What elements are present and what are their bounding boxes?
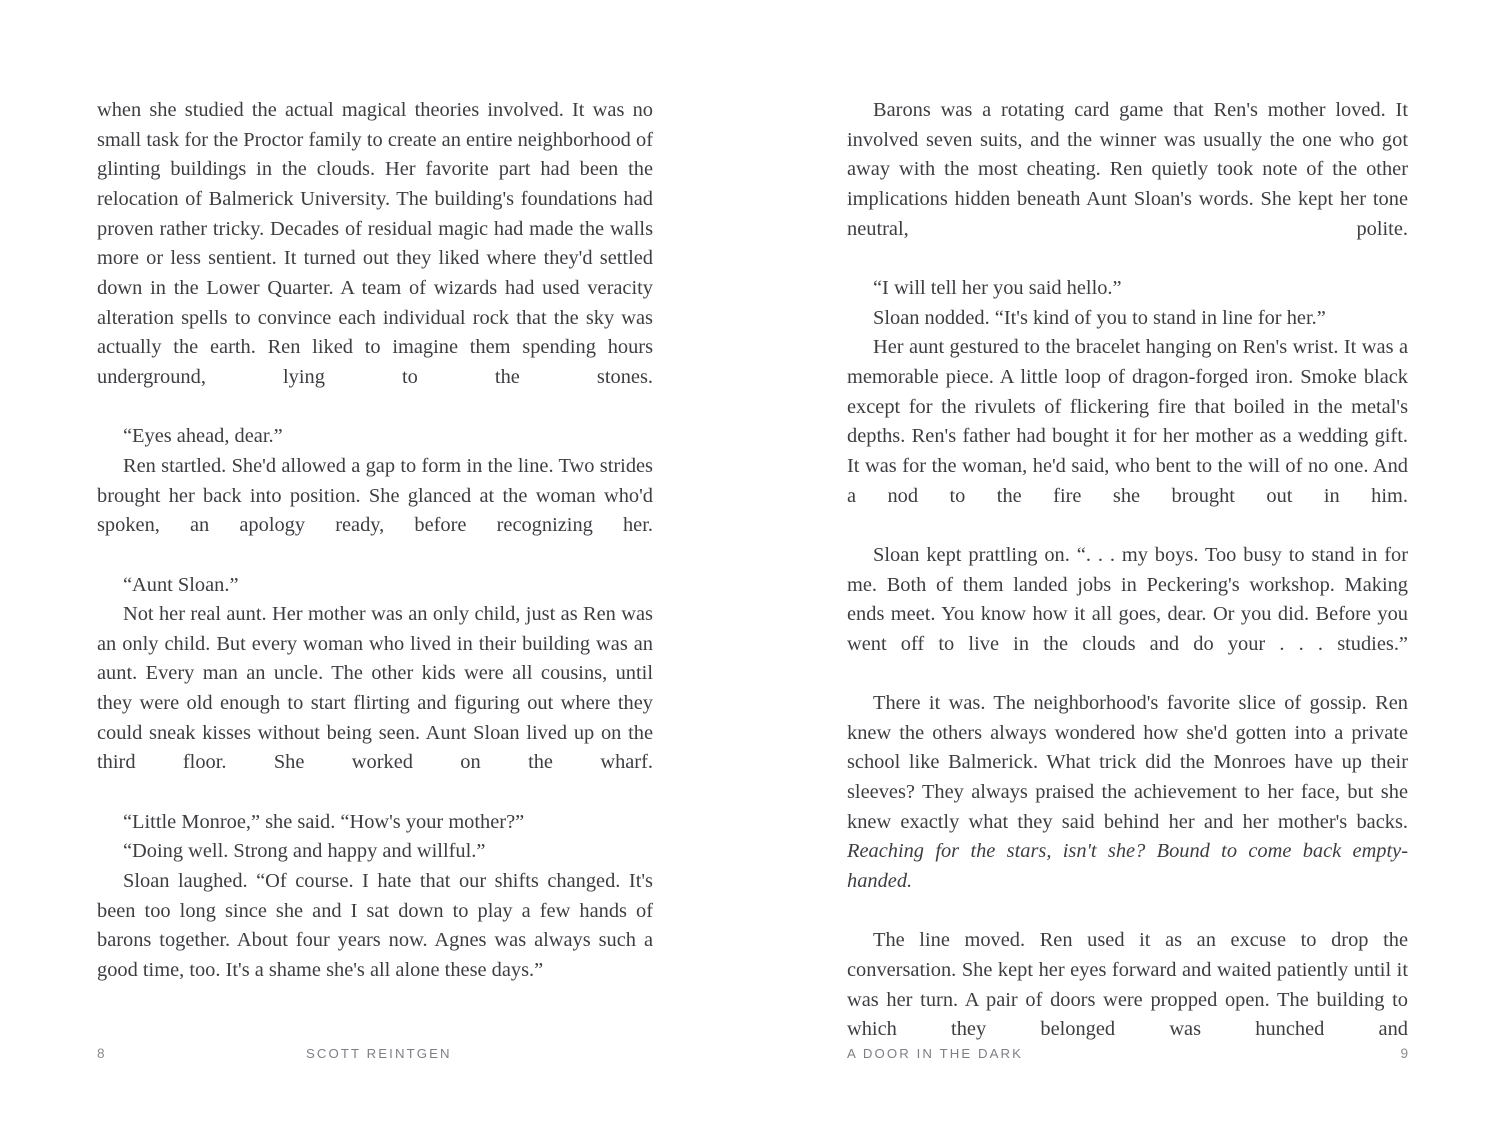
paragraph-text-plain: There it was. The neighborhood's favorite slice of gossip. Ren knew the others always wondered how she'd gotten into a private school like Balmerick. What trick did the Monroes have up their sleeves? They always praised the achievement to her face, but she knew exactly what they said behind her and her mother's backs. (847, 692, 1408, 833)
paragraph-body: Not her real aunt. Her mother was an only child, just as Ren was an only child. But every woman who lived in their building was an aunt. Every man an uncle. The other kids were all cousins, until they were old enough to start flirting and figuring out where they could sneak kisses without being seen. Aunt Sloan lived up on the third floor. She worked on the wharf. (97, 603, 653, 774)
paragraph-continuation: when she studied the actual magical theories involved. It was no small task for the Proctor family to create an entire neighborhood of glinting buildings in the clouds. Her favorite part had been the relocation of Balmerick University. The building's foundations had proven rather tricky. Decades of residual magic had made the walls more or less sentient. It turned out they liked where they'd settled down in the Lower Quarter. A team of wizards had used veracity alteration spells to convince each individual rock that the sky was actually the earth. Ren liked to imagine them spending hours underground, lying to the stones. (97, 99, 653, 388)
page-right (750, 0, 1500, 1123)
page-number-left: 8 (97, 1046, 105, 1061)
running-head-title: A DOOR IN THE DARK (847, 1046, 1024, 1061)
paragraph-dialogue: “I will tell her you said hello.” (873, 276, 1122, 299)
footer-right (847, 1046, 1408, 1061)
paragraph-dialogue: “Doing well. Strong and happy and willful.” (123, 840, 486, 863)
footer-left (97, 1046, 653, 1061)
paragraph-body: Ren startled. She'd allowed a gap to form in the line. Two strides brought her back into position. She glanced at the woman who'd spoken, an apology ready, before recognizing her. (97, 454, 653, 537)
paragraph-text-italic: Reaching for the stars, isn't she? Bound to come back empty-handed. (847, 840, 1408, 893)
paragraph-dialogue: “Eyes ahead, dear.” (123, 425, 283, 448)
paragraph-body-continues: The line moved. Ren used it as an excuse to drop the conversation. She kept her eyes forward and waited patiently until it was her turn. A pair of doors were propped open. The building to which they belonged was hunched and (847, 929, 1408, 1041)
paragraph-body: Barons was a rotating card game that Ren's mother loved. It involved seven suits, and the winner was usually the one who got away with the most cheating. Ren quietly took note of the other implications hidden beneath Aunt Sloan's words. She kept her tone neutral, polite. (847, 99, 1408, 240)
paragraph-body: Her aunt gestured to the bracelet hanging on Ren's wrist. It was a memorable piece. A little loop of dragon-forged iron. Smoke black except for the rivulets of flickering fire that boiled in the metal's depths. Ren's father had bought it for her mother as a wedding gift. It was for the woman, he'd said, who bent to the will of no one. And a nod to the fire she brought out in him. (847, 336, 1408, 507)
paragraph-body-with-italic (847, 689, 1408, 926)
paragraph-body: Sloan kept prattling on. “. . . my boys. Too busy to stand in for me. Both of them landed jobs in Peckering's workshop. Making ends meet. You know how it all goes, dear. Or you did. Before you went off to live in the clouds and do your . . . studies.” (847, 543, 1408, 655)
paragraph-dialogue: “Aunt Sloan.” (123, 573, 239, 596)
running-head-author: SCOTT REINTGEN (305, 1046, 452, 1061)
paragraph-dialogue: “Little Monroe,” she said. “How's your mother?” (123, 810, 525, 833)
paragraph-dialogue: Sloan nodded. “It's kind of you to stand in line for her.” (873, 306, 1326, 329)
page-number-right: 9 (1400, 1046, 1408, 1061)
page-left-textblock (97, 96, 653, 986)
paragraph-body: Sloan laughed. “Of course. I hate that our shifts changed. It's been too long since she and I sat down to play a few hands of barons together. About four years now. Agnes was always such a good time, too. It's a shame she's all alone these days.” (97, 870, 653, 982)
page-right-textblock (847, 96, 1408, 1075)
